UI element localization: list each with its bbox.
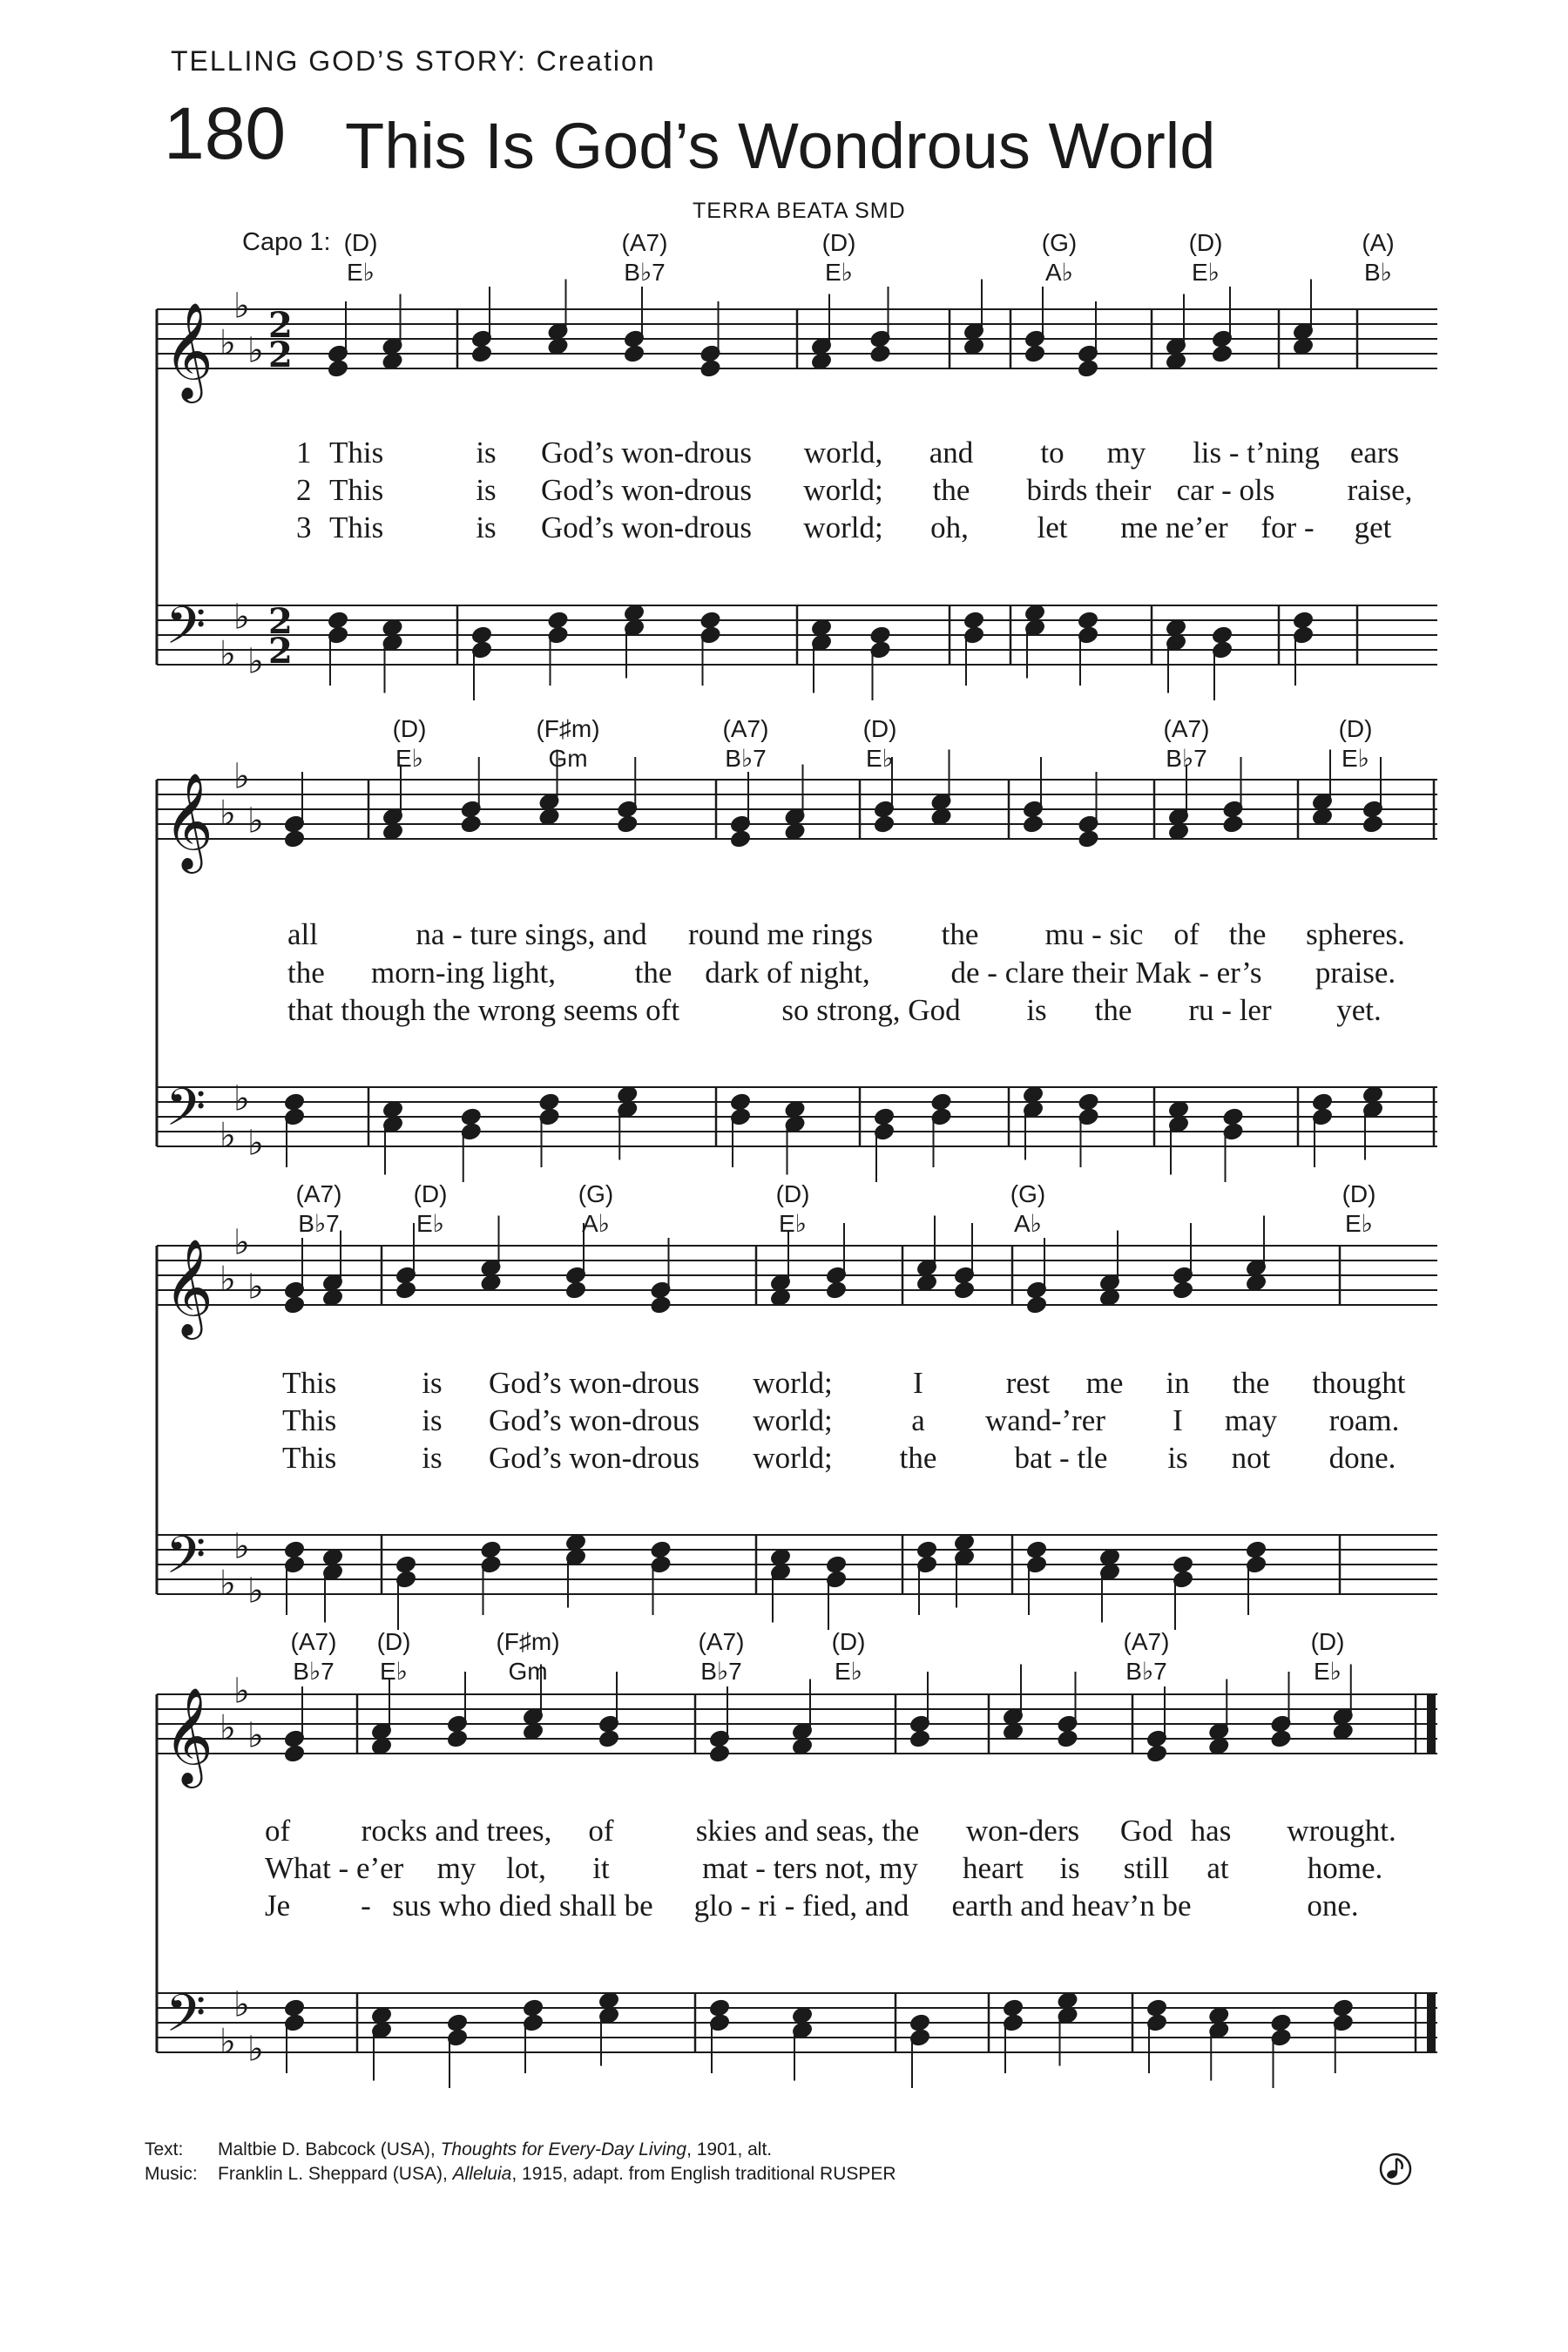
- notehead: [1362, 814, 1383, 833]
- verse-number: 3: [296, 510, 312, 544]
- notehead: [869, 344, 890, 362]
- notehead: [1023, 814, 1044, 833]
- notehead: [1362, 1085, 1383, 1104]
- notehead: [874, 814, 895, 833]
- verse-number: 2: [296, 473, 312, 507]
- notehead: [1222, 814, 1243, 833]
- key-flat: ♭: [220, 1116, 236, 1156]
- notehead: [480, 1274, 501, 1292]
- notehead: [1212, 344, 1233, 362]
- notehead: [792, 2006, 813, 2024]
- notehead: [811, 352, 832, 370]
- key-flat: ♭: [247, 1715, 264, 1756]
- notehead: [954, 1533, 975, 1551]
- verse-number: 1: [296, 436, 312, 470]
- notehead: [709, 1998, 730, 2017]
- notehead: [328, 611, 348, 629]
- chord-symbol: (D) E♭: [1188, 229, 1223, 286]
- key-flat: ♭: [247, 1267, 264, 1308]
- notehead: [826, 1281, 847, 1299]
- notehead: [1003, 1998, 1024, 2017]
- notehead: [916, 1540, 937, 1558]
- notehead: [1078, 359, 1098, 377]
- key-flat: ♭: [247, 801, 264, 841]
- notehead: [284, 1295, 305, 1314]
- notehead: [784, 1100, 805, 1119]
- chord-symbol: (D) E♭: [831, 1628, 866, 1685]
- notehead: [371, 1737, 392, 1755]
- notehead: [1026, 1295, 1047, 1314]
- notehead: [1099, 1548, 1120, 1566]
- notehead: [709, 1744, 730, 1762]
- notehead: [471, 344, 492, 362]
- notehead: [1246, 1540, 1267, 1558]
- notehead: [1166, 352, 1186, 370]
- treble-clef: 𝄞: [164, 1238, 213, 1335]
- notehead: [954, 1281, 975, 1299]
- treble-clef: 𝄞: [164, 1686, 213, 1784]
- chord-symbol: (A7) B♭7: [1163, 715, 1210, 772]
- notehead: [963, 611, 984, 629]
- chord-symbol: (A7) B♭7: [722, 715, 769, 772]
- notehead: [565, 1533, 586, 1551]
- key-flat: ♭: [233, 1078, 250, 1119]
- chord-symbol: (D) E♭: [821, 229, 856, 286]
- notehead: [1222, 1107, 1243, 1125]
- notehead: [1270, 2013, 1291, 2031]
- notehead: [930, 808, 951, 826]
- notehead: [565, 1281, 586, 1299]
- notehead: [1024, 344, 1045, 362]
- notehead: [284, 829, 305, 848]
- notehead: [874, 1107, 895, 1125]
- chord-symbol: (A7) B♭7: [621, 229, 668, 286]
- notehead: [480, 1540, 501, 1558]
- notehead: [909, 2013, 930, 2031]
- key-flat: ♭: [220, 2022, 236, 2062]
- notehead: [617, 814, 638, 833]
- key-flat: ♭: [247, 1123, 264, 1164]
- chord-symbol: (D) E♭: [1338, 715, 1373, 772]
- music-credit: Music: Franklin L. Sheppard (USA), Alleluia, 1915, adapt. from English traditional RUSPER: [145, 2164, 896, 2184]
- notehead: [1057, 1991, 1078, 2010]
- chord-symbol: (D) E♭: [862, 715, 897, 772]
- chord-symbol: (A) B♭: [1362, 229, 1395, 286]
- time-signature: 2: [268, 335, 293, 375]
- notehead: [1312, 1092, 1333, 1111]
- recording-note-icon[interactable]: [1378, 2152, 1413, 2186]
- notehead: [700, 611, 720, 629]
- notehead: [284, 1092, 305, 1111]
- key-flat: ♭: [233, 1222, 250, 1263]
- key-flat: ♭: [233, 1671, 250, 1712]
- notehead: [1146, 1998, 1167, 2017]
- notehead: [1270, 1729, 1291, 1747]
- notehead: [471, 625, 492, 644]
- notehead: [382, 822, 403, 841]
- bass-clef: 𝄢: [166, 1524, 206, 1598]
- notehead: [1026, 1540, 1047, 1558]
- treble-clef: 𝄞: [164, 772, 213, 869]
- notehead: [1208, 1737, 1229, 1755]
- notehead: [1078, 829, 1098, 848]
- key-flat: ♭: [233, 597, 250, 638]
- notehead: [322, 1288, 343, 1307]
- chord-symbol: (D) E♭: [413, 1180, 448, 1237]
- notehead: [916, 1274, 937, 1292]
- key-flat: ♭: [220, 323, 236, 363]
- notehead: [382, 618, 402, 637]
- time-signature: 2: [268, 305, 293, 346]
- notehead: [784, 822, 805, 841]
- final-barline: [1427, 1694, 1436, 1754]
- notehead: [1312, 808, 1333, 826]
- notehead: [598, 1729, 619, 1747]
- notehead: [1293, 611, 1314, 629]
- notehead: [538, 1092, 559, 1111]
- notehead: [382, 352, 402, 370]
- notehead: [1078, 611, 1098, 629]
- notehead: [1166, 618, 1186, 637]
- notehead: [371, 2006, 392, 2024]
- chord-symbol: (D) E♭: [1310, 1628, 1345, 1685]
- notehead: [395, 1281, 416, 1299]
- notehead: [792, 1737, 813, 1755]
- notehead: [1024, 604, 1045, 622]
- key-flat: ♭: [233, 756, 250, 797]
- chord-symbol: (G) A♭: [1010, 1180, 1046, 1237]
- key-flat: ♭: [220, 1564, 236, 1604]
- notehead: [1099, 1288, 1120, 1307]
- notehead: [1333, 1722, 1354, 1740]
- notehead: [538, 808, 559, 826]
- notehead: [1146, 1744, 1167, 1762]
- key-flat: ♭: [233, 1526, 250, 1567]
- chord-symbol: (D) E♭: [343, 229, 378, 286]
- notehead: [447, 1729, 468, 1747]
- text-credit: Text: Maltbie D. Babcock (USA), Thoughts for Every-Day Living, 1901, alt.: [145, 2139, 773, 2159]
- notehead: [284, 1744, 305, 1762]
- notehead: [700, 359, 720, 377]
- time-signature: 2: [268, 601, 293, 642]
- key-flat: ♭: [247, 1571, 264, 1612]
- notehead: [617, 1085, 638, 1104]
- key-flat: ♭: [247, 330, 264, 371]
- notehead: [547, 611, 568, 629]
- notehead: [547, 337, 568, 355]
- chord-symbol: (D) E♭: [376, 1628, 411, 1685]
- notehead: [284, 1540, 305, 1558]
- notehead: [523, 1998, 544, 2017]
- notehead: [730, 829, 751, 848]
- notehead: [826, 1555, 847, 1573]
- notehead: [598, 1991, 619, 2010]
- notehead: [1168, 822, 1189, 841]
- notehead: [1173, 1555, 1193, 1573]
- notehead: [1023, 1085, 1044, 1104]
- bass-clef: 𝄢: [166, 1983, 206, 2056]
- key-flat: ♭: [233, 1984, 250, 2025]
- notehead: [1333, 1998, 1354, 2017]
- chord-symbol: (G) A♭: [1041, 229, 1078, 286]
- notehead: [650, 1295, 671, 1314]
- notehead: [1168, 1100, 1189, 1119]
- notehead: [730, 1092, 751, 1111]
- key-flat: ♭: [220, 1708, 236, 1748]
- notehead: [624, 604, 645, 622]
- notehead: [909, 1729, 930, 1747]
- tune-name: TERRA BEATA SMD: [693, 199, 906, 223]
- notehead: [1057, 1729, 1078, 1747]
- key-flat: ♭: [220, 1260, 236, 1300]
- notehead: [1293, 337, 1314, 355]
- notehead: [328, 359, 348, 377]
- key-flat: ♭: [233, 286, 250, 327]
- notehead: [770, 1288, 791, 1307]
- notehead: [523, 1722, 544, 1740]
- notehead: [650, 1540, 671, 1558]
- notehead: [869, 625, 890, 644]
- notehead: [1208, 2006, 1229, 2024]
- notehead: [624, 344, 645, 362]
- bass-clef: 𝄢: [166, 1077, 206, 1150]
- hymn-title: This Is God’s Wondrous World: [345, 110, 1216, 182]
- chord-symbol: (G) A♭: [578, 1180, 614, 1237]
- key-flat: ♭: [247, 641, 264, 682]
- chord-symbol: (A7) B♭7: [1123, 1628, 1170, 1685]
- section-label: TELLING GOD’S STORY: Creation: [171, 45, 656, 77]
- chord-symbol: (D) E♭: [775, 1180, 810, 1237]
- notehead: [461, 814, 482, 833]
- notehead: [461, 1107, 482, 1125]
- notehead: [447, 2013, 468, 2031]
- notehead: [395, 1555, 416, 1573]
- notehead: [1246, 1274, 1267, 1292]
- final-barline: [1427, 1993, 1436, 2052]
- notehead: [1212, 625, 1233, 644]
- chord-symbol: (F♯m) Gm: [496, 1628, 560, 1685]
- bass-clef: 𝄢: [166, 595, 206, 668]
- notehead: [811, 618, 832, 637]
- notehead: [284, 1998, 305, 2017]
- notehead: [1173, 1281, 1193, 1299]
- chord-symbol: (D) E♭: [1342, 1180, 1376, 1237]
- treble-clef: 𝄞: [164, 301, 213, 399]
- hymn-number: 180: [164, 92, 287, 174]
- chord-symbol: (A7) B♭7: [295, 1180, 342, 1237]
- notehead: [963, 337, 984, 355]
- chord-symbol: (F♯m) Gm: [536, 715, 600, 772]
- capo-label: Capo 1:: [242, 228, 331, 256]
- notehead: [930, 1092, 951, 1111]
- chord-symbol: (D) E♭: [392, 715, 427, 772]
- chord-symbol: (A7) B♭7: [290, 1628, 337, 1685]
- notehead: [1003, 1722, 1024, 1740]
- chord-symbol: (A7) B♭7: [698, 1628, 745, 1685]
- notehead: [382, 1100, 403, 1119]
- key-flat: ♭: [220, 794, 236, 834]
- time-signature: 2: [268, 631, 293, 672]
- notehead: [1078, 1092, 1098, 1111]
- notehead: [322, 1548, 343, 1566]
- key-flat: ♭: [247, 2029, 264, 2070]
- key-flat: ♭: [220, 634, 236, 674]
- notehead: [770, 1548, 791, 1566]
